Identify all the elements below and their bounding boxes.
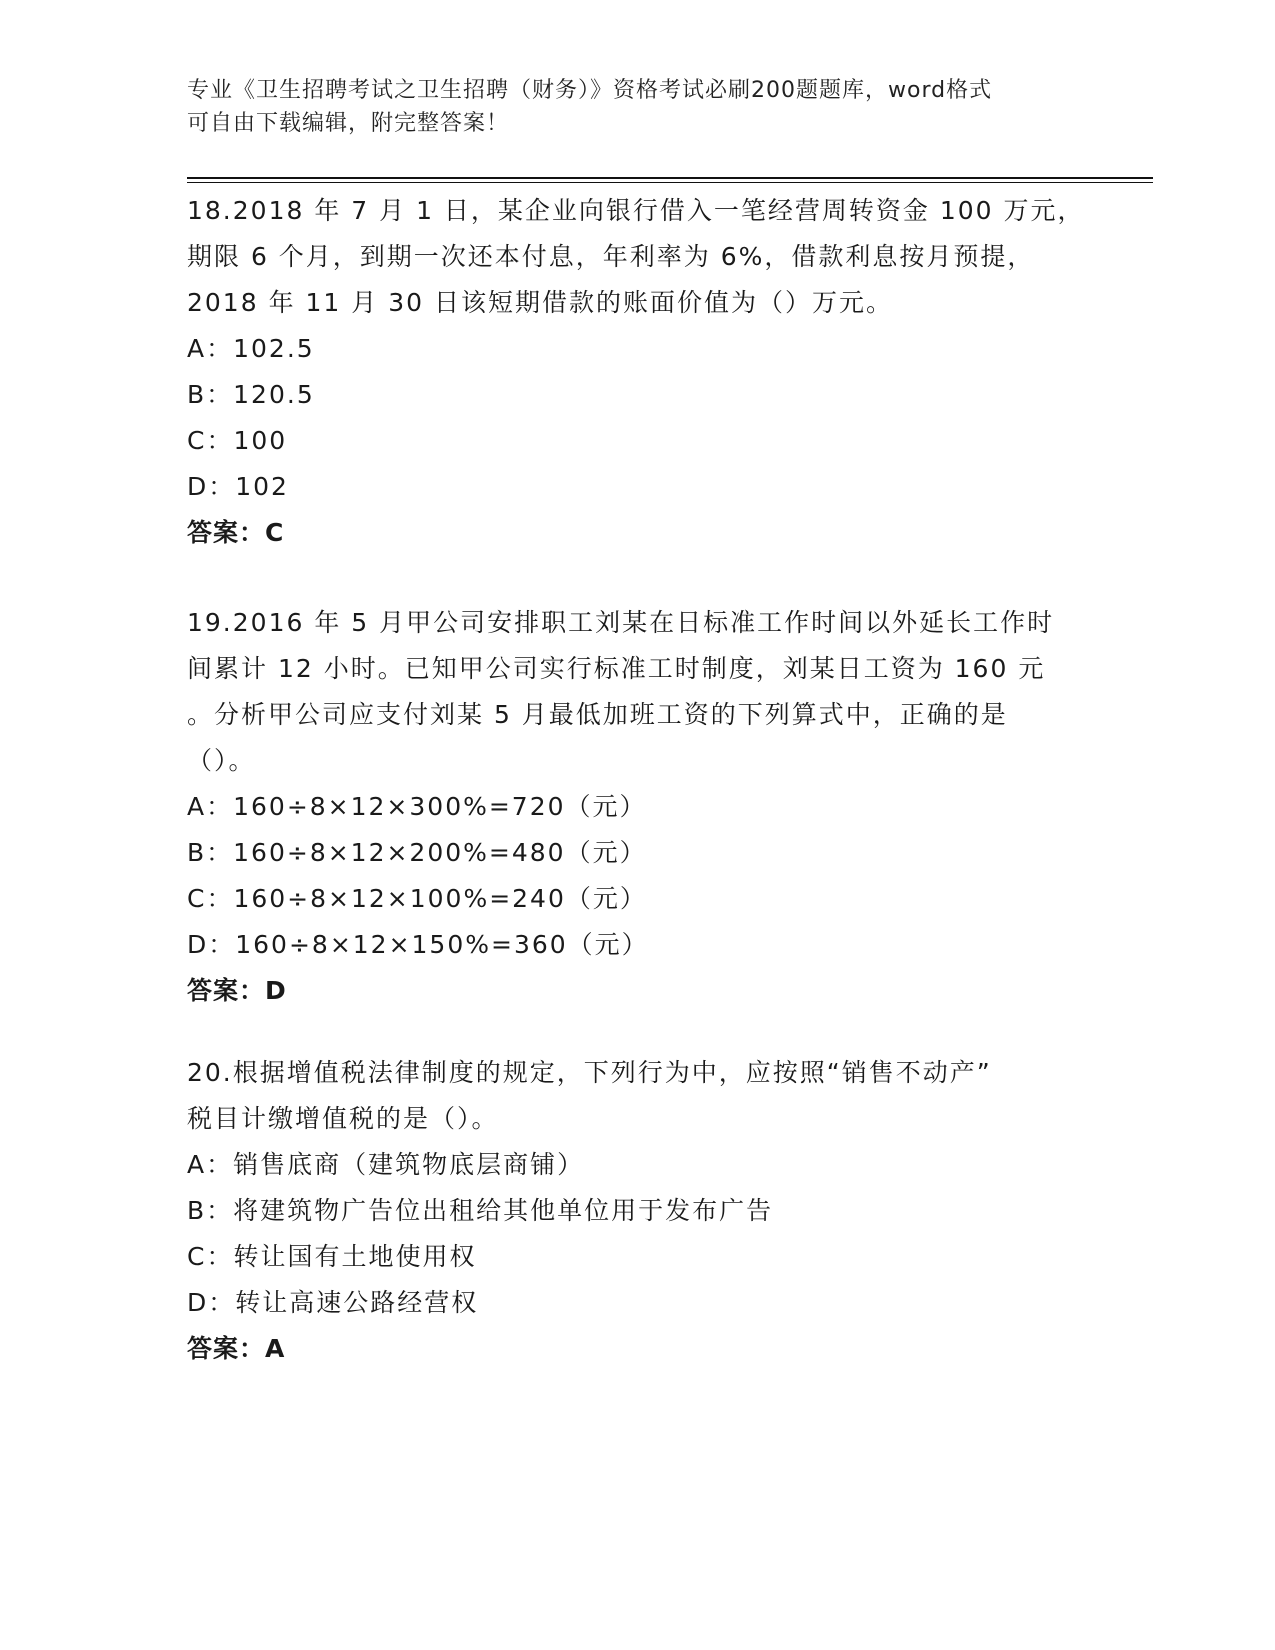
question-stem-line: 19.2016 年 5 月甲公司安排职工刘某在日标准工作时间以外延长工作时 [187, 608, 1055, 637]
option-d: D：转让高速公路经营权 [187, 1288, 479, 1317]
option-a: A：160÷8×12×300%=720（元） [187, 792, 647, 821]
option-a: A：102.5 [187, 334, 315, 363]
header-line-1: 专业《卫生招聘考试之卫生招聘（财务）》资格考试必刷200题题库，word格式 [187, 78, 993, 103]
header-divider-thin [187, 182, 1153, 183]
question-stem-line: 2018 年 11 月 30 日该短期借款的账面价值为（）万元。 [187, 288, 893, 317]
option-c: C：100 [187, 426, 288, 455]
document-header [187, 74, 1067, 140]
question-stem-line: 税目计缴增值税的是（）。 [187, 1104, 499, 1133]
answer: 答案：D [187, 976, 287, 1005]
option-b: B：120.5 [187, 380, 315, 409]
question-stem-line: 间累计 12 小时。已知甲公司实行标准工时制度，刘某日工资为 160 元 [187, 654, 1046, 683]
question-18 [187, 188, 1087, 556]
header-line-2: 可自由下载编辑，附完整答案！ [187, 111, 510, 136]
header-divider-thick [187, 177, 1153, 179]
option-d: D：102 [187, 472, 289, 501]
option-b: B：160÷8×12×200%=480（元） [187, 838, 647, 867]
question-stem-line: 18.2018 年 7 月 1 日，某企业向银行借入一笔经营周转资金 100 万元， [187, 196, 1085, 225]
question-19 [187, 600, 1087, 1014]
option-c: C：转让国有土地使用权 [187, 1242, 477, 1271]
question-stem-line: 。分析甲公司应支付刘某 5 月最低加班工资的下列算式中，正确的是 [187, 700, 1008, 729]
option-c: C：160÷8×12×100%=240（元） [187, 884, 647, 913]
option-d: D：160÷8×12×150%=360（元） [187, 930, 649, 959]
question-stem-line: （）。 [187, 746, 256, 775]
option-a: A：销售底商（建筑物底层商铺） [187, 1150, 585, 1179]
question-stem-line: 期限 6 个月，到期一次还本付息，年利率为 6%，借款利息按月预提， [187, 242, 1035, 271]
question-stem-line: 20.根据增值税法律制度的规定，下列行为中，应按照“销售不动产” [187, 1058, 992, 1087]
answer: 答案：C [187, 518, 285, 547]
question-20 [187, 1050, 1087, 1372]
answer: 答案：A [187, 1334, 286, 1363]
option-b: B：将建筑物广告位出租给其他单位用于发布广告 [187, 1196, 774, 1225]
